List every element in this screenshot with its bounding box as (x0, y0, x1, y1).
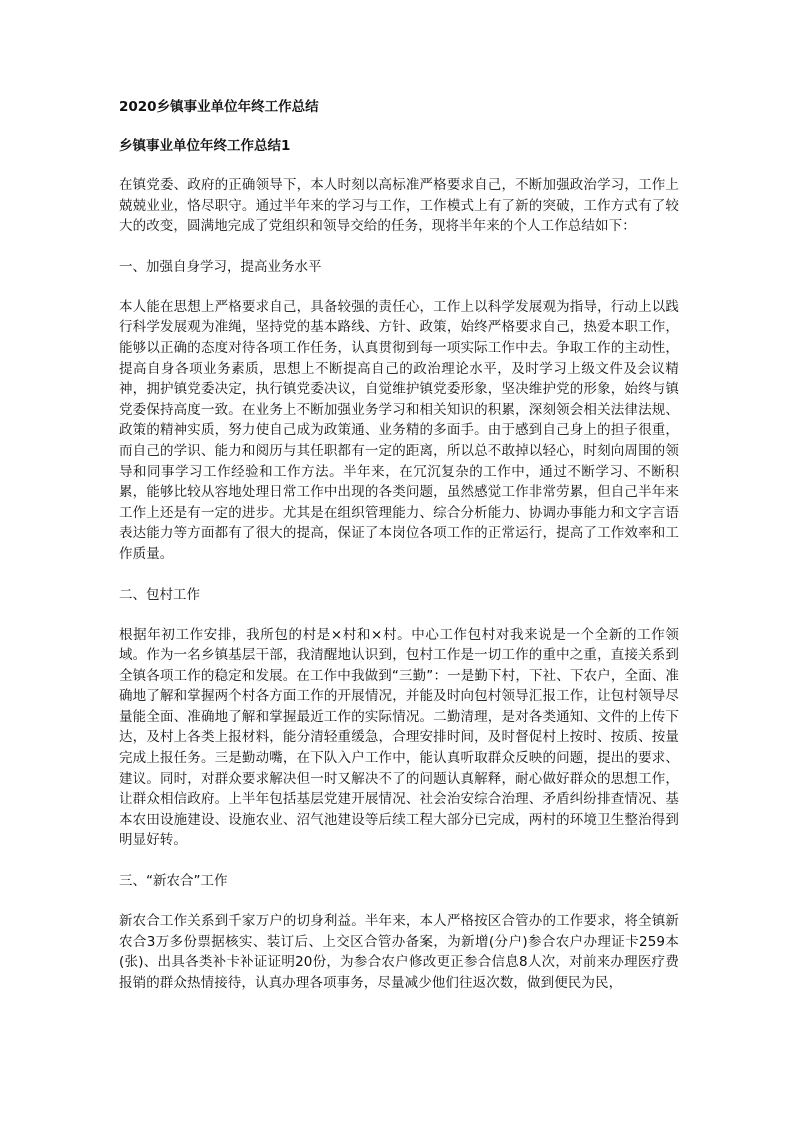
section-body-village: 根据年初工作安排，我所包的村是×村和×村。中心工作包村对我来说是一个全新的工作领域。作为一名乡镇基层干部，我清醒地认识到，包村工作是一切工作的重中之重，直接关系到全镇各项工作的稳定和发展。在工作中我做到“三勤”：一是勤下村，下社、下农户，全面、准确地了解和掌握两个村各方面工作的开展情况，并能及时向包村领导汇报工作，让包村领导尽量能全面、准确地了解和掌握最近工作的实际情况。二勤清理，是对各类通知、文件的上传下达，及村上各类上报材料，能分清轻重缓急，合理安排时间，及时督促村上按时、按质、按量完成上报任务。三是勤动嘴，在下队入户工作中，能认真听取群众反映的问题，提出的要求、建议。同时，对群众要求解决但一时又解决不了的问题认真解释，耐心做好群众的思想工作，让群众相信政府。上半年包括基层党建开展情况、社会治安综合治理、矛盾纠纷排查情况、基本农田设施建设、设施农业、沼气池建设等后续工程大部分已完成，两村的环境卫生整治得到明显好转。 (119, 626, 679, 849)
document-content (119, 97, 679, 1013)
section-heading-medical: 三、“新农合”工作 (119, 873, 228, 890)
section-heading-village: 二、包村工作 (119, 586, 200, 603)
document-subtitle: 乡镇事业单位年终工作总结1 (119, 138, 291, 154)
section-body-medical: 新农合工作关系到千家万户的切身利益。半年来，本人严格按区合管办的工作要求，将全镇新农合3万多份票据核实、装订后、上交区合管办备案，为新增(分户)参合农户办理证卡259本(张)、出具各类补卡补证证明20份，为参合农户修改更正参合信息8人次，对前来办理医疗费报销的群众热情接待，认真办理各项事务，尽量减少他们往返次数，做到便民为民， (119, 913, 679, 991)
document-title: 2020乡镇事业单位年终工作总结 (119, 99, 319, 115)
intro-paragraph: 在镇党委、政府的正确领导下，本人时刻以高标准严格要求自己，不断加强政治学习，工作上兢兢业业，恪尽职守。通过半年来的学习与工作，工作模式上有了新的突破，工作方式有了较大的改变，圆满地完成了党组织和领导交给的任务，现将半年来的个人工作总结如下： (119, 177, 679, 235)
section-heading-study: 一、加强自身学习，提高业务水平 (119, 258, 322, 275)
section-body-study: 本人能在思想上严格要求自己，具备较强的责任心，工作上以科学发展观为指导，行动上以践行科学发展观为准绳，坚持党的基本路线、方针、政策，始终严格要求自己，热爱本职工作，能够以正确的态度对待各项工作任务，认真贯彻到每一项实际工作中去。争取工作的主动性，提高自身各项业务素质，思想上不断提高自己的政治理论水平，及时学习上级文件及会议精神，拥护镇党委决定，执行镇党委决议，自觉维护镇党委形象，坚决维护党的形象，始终与镇党委保持高度一致。在业务上不断加强业务学习和相关知识的积累，深刻领会相关法律法规、政策的精神实质，努力使自己成为政策通、业务精的多面手。由于感到自己身上的担子很重，而自己的学识、能力和阅历与其任职都有一定的距离，所以总不敢掉以轻心，时刻向周围的领导和同事学习工作经验和工作方法。半年来，在冗沉复杂的工作中，通过不断学习、不断积累，能够比较从容地处理日常工作中出现的各类问题，虽然感觉工作非常劳累，但自己半年来工作上还是有一定的进步。尤其是在组织管理能力、综合分析能力、协调办事能力和文字言语表达能力等方面都有了很大的提高，保证了本岗位各项工作的正常运行，提高了工作效率和工作质量。 (119, 298, 679, 562)
